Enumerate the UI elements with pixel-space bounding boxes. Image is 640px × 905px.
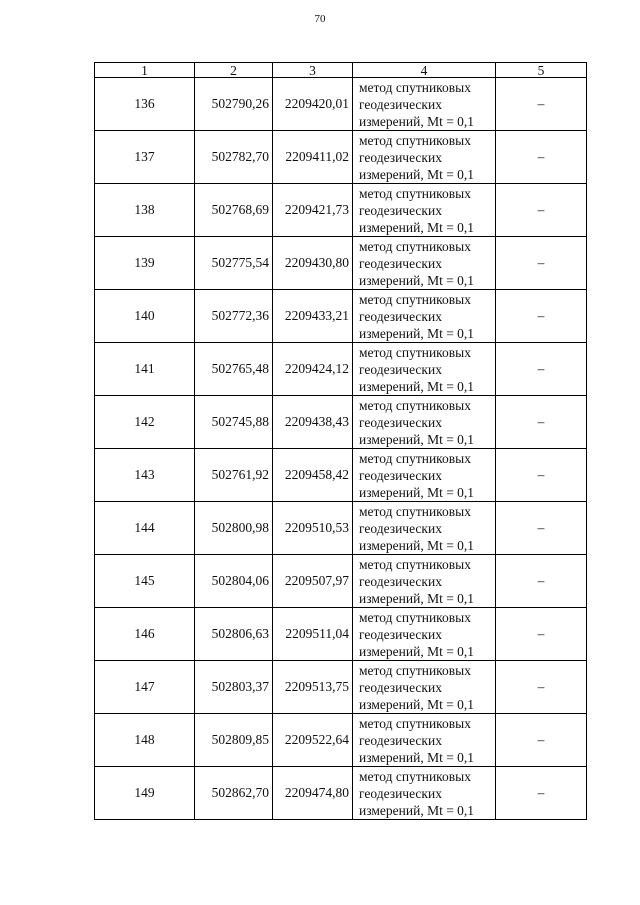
table-row [95,290,587,343]
y-coordinate-cell: 2209433,21 [273,290,353,343]
method-line: метод спутниковых [359,556,471,572]
point-number-cell: 147 [95,661,195,714]
y-coordinate-cell: 2209522,64 [273,714,353,767]
table-row [95,767,587,820]
method-cell [353,290,496,343]
description-cell: – [496,714,587,767]
x-coordinate-cell: 502765,48 [195,343,273,396]
method-line: измерений, Mt = 0,1 [359,325,475,341]
method-line: измерений, Mt = 0,1 [359,590,475,606]
description-cell: – [496,396,587,449]
method-line: геодезических [359,414,442,430]
method-line: метод спутниковых [359,238,471,254]
method-line: геодезических [359,202,442,218]
method-line: измерений, Mt = 0,1 [359,802,475,818]
point-number-cell: 136 [95,78,195,131]
method-cell [353,237,496,290]
header-col-2: 2 [195,63,273,78]
point-number-cell: 149 [95,767,195,820]
method-line: измерений, Mt = 0,1 [359,484,475,500]
method-line: измерений, Mt = 0,1 [359,431,475,447]
y-coordinate-cell: 2209420,01 [273,78,353,131]
point-number-cell: 140 [95,290,195,343]
method-line: геодезических [359,255,442,271]
y-coordinate-cell: 2209421,73 [273,184,353,237]
description-cell: – [496,767,587,820]
y-coordinate-cell: 2209510,53 [273,502,353,555]
x-coordinate-cell: 502761,92 [195,449,273,502]
method-line: измерений, Mt = 0,1 [359,696,475,712]
y-coordinate-cell: 2209430,80 [273,237,353,290]
method-line: геодезических [359,96,442,112]
table-row [95,449,587,502]
y-coordinate-cell: 2209438,43 [273,396,353,449]
method-line: метод спутниковых [359,132,471,148]
x-coordinate-cell: 502809,85 [195,714,273,767]
method-line: геодезических [359,149,442,165]
description-cell: – [496,502,587,555]
description-cell: – [496,343,587,396]
method-line: геодезических [359,785,442,801]
table-row [95,396,587,449]
description-cell: – [496,131,587,184]
method-line: метод спутниковых [359,185,471,201]
method-cell [353,502,496,555]
x-coordinate-cell: 502768,69 [195,184,273,237]
point-number-cell: 146 [95,608,195,661]
point-number-cell: 142 [95,396,195,449]
description-cell: – [496,449,587,502]
method-line: измерений, Mt = 0,1 [359,749,475,765]
method-cell [353,555,496,608]
point-number-cell: 144 [95,502,195,555]
table-header [95,63,587,78]
point-number-cell: 143 [95,449,195,502]
x-coordinate-cell: 502782,70 [195,131,273,184]
header-col-1: 1 [95,63,195,78]
table-row [95,502,587,555]
method-cell [353,608,496,661]
method-line: измерений, Mt = 0,1 [359,219,475,235]
method-line: метод спутниковых [359,715,471,731]
description-cell: – [496,184,587,237]
description-cell: – [496,237,587,290]
method-cell [353,767,496,820]
y-coordinate-cell: 2209411,02 [273,131,353,184]
method-cell [353,714,496,767]
table-row [95,343,587,396]
table-row [95,608,587,661]
method-line: геодезических [359,679,442,695]
method-line: метод спутниковых [359,79,471,95]
y-coordinate-cell: 2209458,42 [273,449,353,502]
method-cell [353,661,496,714]
method-line: геодезических [359,520,442,536]
point-number-cell: 141 [95,343,195,396]
table-row [95,78,587,131]
description-cell: – [496,78,587,131]
method-line: метод спутниковых [359,768,471,784]
table-row [95,237,587,290]
x-coordinate-cell: 502804,06 [195,555,273,608]
method-line: метод спутниковых [359,344,471,360]
method-cell [353,131,496,184]
method-line: измерений, Mt = 0,1 [359,643,475,659]
point-number-cell: 138 [95,184,195,237]
method-cell [353,78,496,131]
header-col-5: 5 [496,63,587,78]
method-line: измерений, Mt = 0,1 [359,378,475,394]
method-line: геодезических [359,308,442,324]
y-coordinate-cell: 2209424,12 [273,343,353,396]
x-coordinate-cell: 502800,98 [195,502,273,555]
y-coordinate-cell: 2209513,75 [273,661,353,714]
x-coordinate-cell: 502862,70 [195,767,273,820]
y-coordinate-cell: 2209511,04 [273,608,353,661]
description-cell: – [496,661,587,714]
table-row [95,131,587,184]
method-line: геодезических [359,732,442,748]
x-coordinate-cell: 502803,37 [195,661,273,714]
method-line: измерений, Mt = 0,1 [359,166,475,182]
page-number: 70 [314,13,326,25]
point-number-cell: 137 [95,131,195,184]
method-line: метод спутниковых [359,397,471,413]
table-body [95,78,587,820]
coordinates-table [94,62,587,820]
x-coordinate-cell: 502772,36 [195,290,273,343]
y-coordinate-cell: 2209507,97 [273,555,353,608]
method-line: измерений, Mt = 0,1 [359,537,475,553]
x-coordinate-cell: 502806,63 [195,608,273,661]
method-line: геодезических [359,361,442,377]
x-coordinate-cell: 502775,54 [195,237,273,290]
method-line: геодезических [359,467,442,483]
header-row [95,63,587,78]
point-number-cell: 148 [95,714,195,767]
table-row [95,714,587,767]
method-line: метод спутниковых [359,609,471,625]
point-number-cell: 139 [95,237,195,290]
description-cell: – [496,555,587,608]
method-line: метод спутниковых [359,450,471,466]
point-number-cell: 145 [95,555,195,608]
method-line: метод спутниковых [359,503,471,519]
method-cell [353,343,496,396]
header-col-3: 3 [273,63,353,78]
method-cell [353,449,496,502]
method-line: измерений, Mt = 0,1 [359,113,475,129]
table-row [95,184,587,237]
header-col-4: 4 [353,63,496,78]
x-coordinate-cell: 502745,88 [195,396,273,449]
description-cell: – [496,608,587,661]
method-cell [353,184,496,237]
method-line: метод спутниковых [359,662,471,678]
table-row [95,661,587,714]
method-line: геодезических [359,573,442,589]
method-line: геодезических [359,626,442,642]
description-cell: – [496,290,587,343]
method-line: метод спутниковых [359,291,471,307]
method-line: измерений, Mt = 0,1 [359,272,475,288]
method-cell [353,396,496,449]
table-row [95,555,587,608]
x-coordinate-cell: 502790,26 [195,78,273,131]
y-coordinate-cell: 2209474,80 [273,767,353,820]
